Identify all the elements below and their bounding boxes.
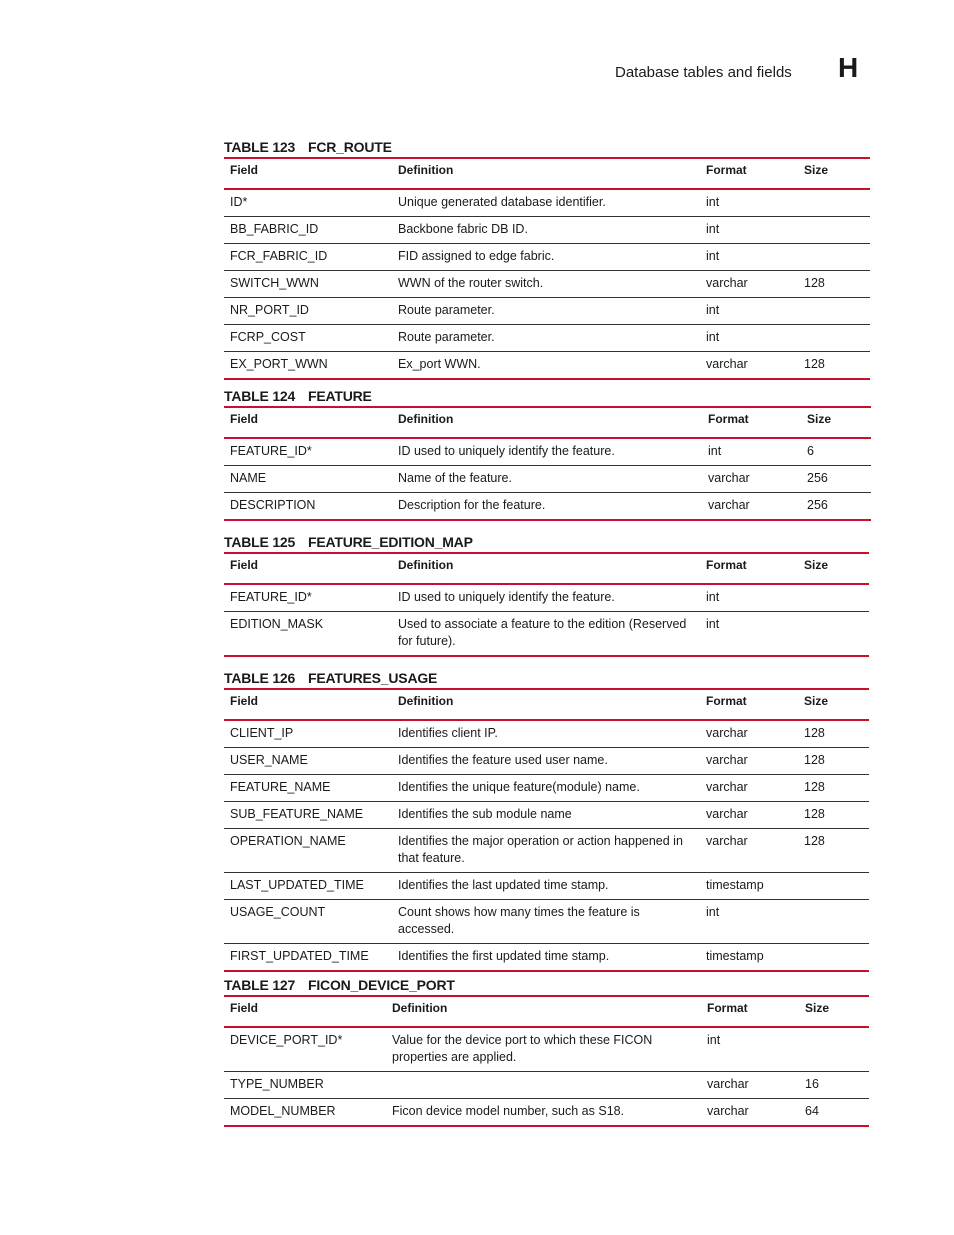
table-number: TABLE 125 (224, 534, 296, 550)
table-row (224, 829, 869, 873)
table-row (224, 584, 869, 612)
table-row (224, 1072, 869, 1099)
table-cell: FCRP_COST (224, 325, 392, 352)
column-header: Definition (392, 158, 700, 189)
table-cell: DEVICE_PORT_ID* (224, 1027, 386, 1072)
chapter-letter: H (838, 52, 859, 83)
table-row (224, 775, 869, 802)
table-row (224, 802, 869, 829)
table-number: TABLE 124 (224, 388, 296, 404)
table-cell: 128 (798, 829, 869, 873)
data-table (224, 157, 870, 380)
table-caption (224, 975, 869, 995)
table-cell: varchar (700, 352, 798, 380)
column-header: Definition (386, 996, 701, 1027)
table-cell: TYPE_NUMBER (224, 1072, 386, 1099)
table-cell (798, 325, 870, 352)
table-header-row (224, 996, 869, 1027)
table-cell: varchar (700, 748, 798, 775)
table-name: FEATURE (308, 388, 372, 404)
column-header: Field (224, 407, 392, 438)
table-cell: timestamp (700, 944, 798, 972)
table-cell: varchar (700, 829, 798, 873)
table-cell: Route parameter. (392, 298, 700, 325)
column-header: Definition (392, 407, 702, 438)
table-cell: 128 (798, 271, 870, 298)
table-cell: NR_PORT_ID (224, 298, 392, 325)
table-cell: FEATURE_NAME (224, 775, 392, 802)
table-name: FEATURES_USAGE (308, 670, 438, 686)
data-table (224, 552, 869, 657)
table-cell (799, 1027, 869, 1072)
column-header: Size (801, 407, 871, 438)
table-name: FEATURE_EDITION_MAP (308, 534, 473, 550)
table-cell: 256 (801, 493, 871, 521)
table-cell: 128 (798, 352, 870, 380)
table-number: TABLE 126 (224, 670, 296, 686)
table-cell: 256 (801, 466, 871, 493)
table-row (224, 748, 869, 775)
table-cell: int (700, 325, 798, 352)
table-cell: Identifies the feature used user name. (392, 748, 700, 775)
table-row (224, 873, 869, 900)
table-cell: int (700, 189, 798, 217)
table-name: FICON_DEVICE_PORT (308, 977, 455, 993)
table-cell: Identifies the major operation or action happened in that feature. (392, 829, 700, 873)
table-row (224, 1099, 869, 1127)
table-cell: int (701, 1027, 799, 1072)
table-cell: Identifies client IP. (392, 720, 700, 748)
table-cell: int (700, 612, 798, 657)
table-cell: FCR_FABRIC_ID (224, 244, 392, 271)
table-cell: FEATURE_ID* (224, 584, 392, 612)
table-cell: int (700, 244, 798, 271)
table-cell: ID* (224, 189, 392, 217)
table-cell (798, 189, 870, 217)
table-cell: OPERATION_NAME (224, 829, 392, 873)
table-row (224, 244, 870, 271)
table-cell (798, 900, 869, 944)
table-cell: SUB_FEATURE_NAME (224, 802, 392, 829)
table-row (224, 298, 870, 325)
table-number: TABLE 127 (224, 977, 296, 993)
table-header-row (224, 407, 871, 438)
table-cell: Unique generated database identifier. (392, 189, 700, 217)
table-cell: Value for the device port to which these FICON properties are applied. (386, 1027, 701, 1072)
table-cell (798, 298, 870, 325)
table-cell: varchar (700, 720, 798, 748)
table-cell (798, 217, 870, 244)
column-header: Field (224, 689, 392, 720)
table-caption (224, 137, 870, 157)
table-cell (798, 944, 869, 972)
table-row (224, 493, 871, 521)
table-cell: varchar (700, 775, 798, 802)
table-caption (224, 532, 869, 552)
table-cell: varchar (701, 1072, 799, 1099)
table-cell: CLIENT_IP (224, 720, 392, 748)
table-cell (798, 584, 869, 612)
table-cell (798, 612, 869, 657)
data-table (224, 406, 871, 521)
table-cell: FID assigned to edge fabric. (392, 244, 700, 271)
table-cell: 128 (798, 775, 869, 802)
table-cell: Route parameter. (392, 325, 700, 352)
table-cell: int (700, 584, 798, 612)
table-cell: Used to associate a feature to the edition (Reserved for future). (392, 612, 700, 657)
column-header: Field (224, 158, 392, 189)
table-row (224, 438, 871, 466)
table-row (224, 352, 870, 380)
table-row (224, 189, 870, 217)
table-cell: ID used to uniquely identify the feature. (392, 438, 702, 466)
table-block (224, 137, 870, 380)
table-cell: Identifies the unique feature(module) name. (392, 775, 700, 802)
table-cell: EX_PORT_WWN (224, 352, 392, 380)
column-header: Size (798, 158, 870, 189)
table-cell: varchar (701, 1099, 799, 1127)
data-table (224, 995, 869, 1127)
table-cell: Identifies the first updated time stamp. (392, 944, 700, 972)
table-cell: Count shows how many times the feature is accessed. (392, 900, 700, 944)
column-header: Format (701, 996, 799, 1027)
table-cell: 128 (798, 802, 869, 829)
table-cell: int (700, 298, 798, 325)
table-cell: timestamp (700, 873, 798, 900)
table-cell: int (702, 438, 801, 466)
table-cell (386, 1072, 701, 1099)
column-header: Size (799, 996, 869, 1027)
column-header: Field (224, 553, 392, 584)
column-header: Format (702, 407, 801, 438)
table-cell: Name of the feature. (392, 466, 702, 493)
table-block (224, 975, 869, 1127)
table-cell (798, 873, 869, 900)
table-row (224, 720, 869, 748)
table-cell: Ficon device model number, such as S18. (386, 1099, 701, 1127)
table-cell: USAGE_COUNT (224, 900, 392, 944)
table-cell: Identifies the last updated time stamp. (392, 873, 700, 900)
table-block (224, 668, 869, 972)
table-cell: DESCRIPTION (224, 493, 392, 521)
column-header: Size (798, 689, 869, 720)
table-block (224, 386, 871, 521)
table-number: TABLE 123 (224, 139, 296, 155)
table-caption (224, 668, 869, 688)
table-cell: varchar (702, 466, 801, 493)
table-row (224, 466, 871, 493)
table-cell: LAST_UPDATED_TIME (224, 873, 392, 900)
table-row (224, 900, 869, 944)
column-header: Definition (392, 553, 700, 584)
table-block (224, 532, 869, 657)
table-cell: varchar (700, 271, 798, 298)
table-header-row (224, 158, 870, 189)
table-name: FCR_ROUTE (308, 139, 392, 155)
table-cell: 128 (798, 748, 869, 775)
table-header-row (224, 689, 869, 720)
table-cell: Identifies the sub module name (392, 802, 700, 829)
column-header: Definition (392, 689, 700, 720)
data-table (224, 688, 869, 972)
table-cell: 128 (798, 720, 869, 748)
table-cell: Description for the feature. (392, 493, 702, 521)
table-cell (798, 244, 870, 271)
table-cell: 6 (801, 438, 871, 466)
column-header: Field (224, 996, 386, 1027)
table-row (224, 612, 869, 657)
column-header: Format (700, 158, 798, 189)
table-cell: BB_FABRIC_ID (224, 217, 392, 244)
table-cell: Ex_port WWN. (392, 352, 700, 380)
table-cell: FIRST_UPDATED_TIME (224, 944, 392, 972)
table-cell: int (700, 900, 798, 944)
table-cell: MODEL_NUMBER (224, 1099, 386, 1127)
table-row (224, 271, 870, 298)
table-cell: EDITION_MASK (224, 612, 392, 657)
table-cell: 64 (799, 1099, 869, 1127)
table-row (224, 325, 870, 352)
table-cell: USER_NAME (224, 748, 392, 775)
table-cell: varchar (700, 802, 798, 829)
table-caption (224, 386, 871, 406)
table-cell: SWITCH_WWN (224, 271, 392, 298)
table-cell: varchar (702, 493, 801, 521)
table-cell: ID used to uniquely identify the feature. (392, 584, 700, 612)
table-row (224, 217, 870, 244)
table-cell: int (700, 217, 798, 244)
table-row (224, 944, 869, 972)
column-header: Size (798, 553, 869, 584)
table-header-row (224, 553, 869, 584)
table-cell: NAME (224, 466, 392, 493)
table-row (224, 1027, 869, 1072)
running-head: Database tables and fields (615, 64, 792, 81)
column-header: Format (700, 689, 798, 720)
column-header: Format (700, 553, 798, 584)
table-cell: WWN of the router switch. (392, 271, 700, 298)
table-cell: 16 (799, 1072, 869, 1099)
table-cell: FEATURE_ID* (224, 438, 392, 466)
table-cell: Backbone fabric DB ID. (392, 217, 700, 244)
